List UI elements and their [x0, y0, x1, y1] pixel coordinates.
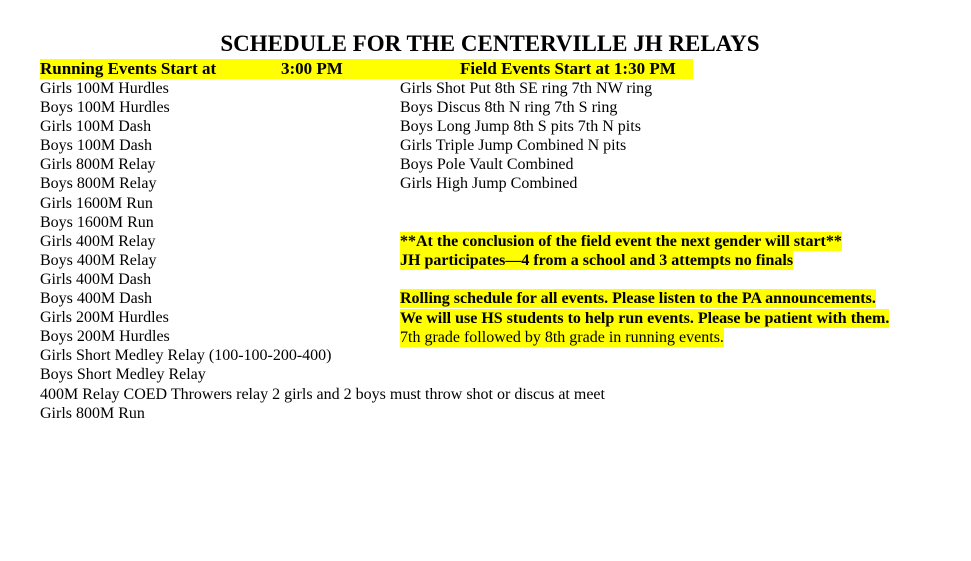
running-event-item: Boys 400M Dash — [40, 290, 153, 308]
note-field-event-order: **At the conclusion of the field event the next gender will start** — [400, 233, 842, 250]
running-event-item: 400M Relay COED Throwers relay 2 girls and 2 boys must throw shot or discus at meet — [40, 385, 605, 403]
running-event-item: Girls 800M Relay — [40, 156, 156, 174]
running-event-item: Girls 800M Run — [40, 404, 145, 422]
running-start-label: Running Events Start at — [40, 59, 217, 78]
running-event-item: Boys 400M Relay — [40, 251, 157, 269]
running-event-item: Girls Short Medley Relay (100-100-200-400) — [40, 347, 332, 365]
page-title: SCHEDULE FOR THE CENTERVILLE JH RELAYS — [220, 31, 760, 56]
note-hs-students: We will use HS students to help run events. Please be patient with them. — [400, 310, 890, 327]
running-event-item: Boys 800M Relay — [40, 175, 157, 193]
field-events-list — [400, 79, 652, 194]
note-participants: JH participates—4 from a school and 3 attempts no finals — [400, 252, 794, 269]
running-event-item: Girls 1600M Run — [40, 194, 153, 212]
running-event-item: Boys 1600M Run — [40, 213, 154, 231]
running-event-item: Girls 400M Relay — [40, 232, 156, 250]
running-event-item: Girls 200M Hurdles — [40, 309, 169, 327]
field-event-item: Boys Long Jump 8th S pits 7th N pits — [400, 118, 641, 136]
field-event-item: Girls Triple Jump Combined N pits — [400, 137, 627, 155]
field-event-item: Girls High Jump Combined — [400, 175, 578, 193]
running-event-item: Boys 100M Dash — [40, 137, 153, 155]
running-event-item: Girls 100M Dash — [40, 118, 152, 136]
note-rolling-schedule: Rolling schedule for all events. Please listen to the PA announcements. — [400, 290, 876, 307]
note-grade-order: 7th grade followed by 8th grade in running events. — [400, 329, 724, 346]
running-event-item: Girls 400M Dash — [40, 270, 152, 288]
field-start-label: Field Events Start at 1:30 PM — [460, 59, 676, 78]
running-event-item: Girls 100M Hurdles — [40, 80, 169, 97]
running-start-time: 3:00 PM — [281, 59, 343, 78]
field-event-item: Boys Pole Vault Combined — [400, 156, 574, 174]
running-event-item: Boys 100M Hurdles — [40, 99, 170, 117]
running-event-item: Boys Short Medley Relay — [40, 366, 206, 384]
running-event-item: Boys 200M Hurdles — [40, 328, 170, 346]
field-event-item: Girls Shot Put 8th SE ring 7th NW ring — [400, 80, 653, 97]
field-event-item: Boys Discus 8th N ring 7th S ring — [400, 99, 618, 117]
